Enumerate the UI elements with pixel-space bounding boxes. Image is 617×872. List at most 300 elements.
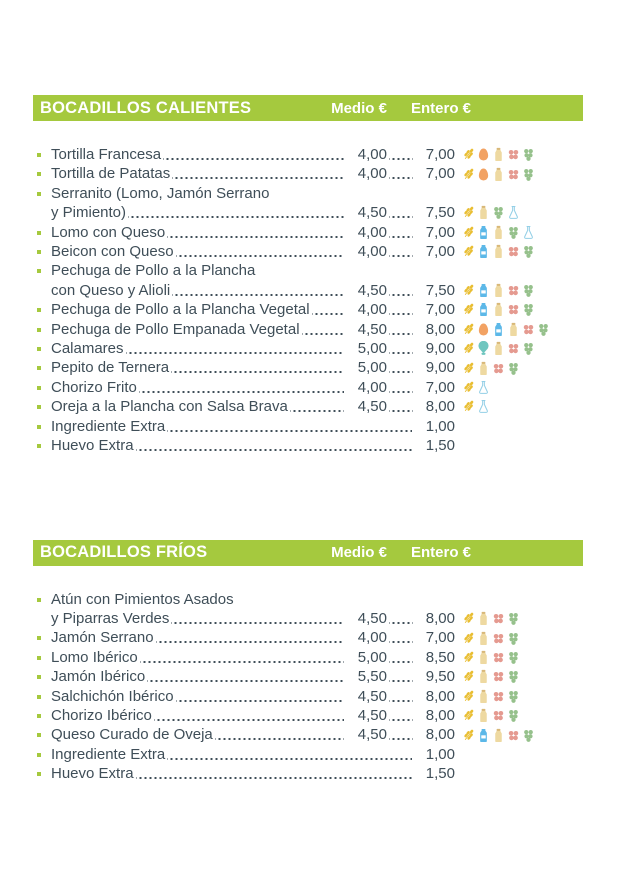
- dotted-leader-mid: [389, 358, 413, 377]
- item-name: Huevo Extra: [51, 765, 134, 783]
- dotted-leader-mid: [389, 648, 413, 667]
- dotted-leader: [163, 145, 344, 164]
- menu-item-body: [51, 667, 583, 686]
- bullet-icon: [37, 250, 41, 254]
- sauce-bottle-icon: [492, 302, 505, 317]
- milk-bottle-icon: [477, 728, 490, 743]
- price-line: [51, 339, 583, 358]
- egg-icon: [477, 167, 490, 182]
- item-name: Oreja a la Plancha con Salsa Brava: [51, 398, 288, 416]
- price-line: [51, 320, 583, 339]
- dotted-leader-mid: [389, 145, 413, 164]
- dotted-leader: [167, 223, 344, 242]
- price-entero: 7,00: [425, 378, 455, 396]
- dotted-leader: [136, 436, 412, 455]
- menu-item-row: [33, 320, 583, 339]
- bullet-icon: [37, 172, 41, 176]
- allergen-icons: [455, 745, 583, 764]
- item-name: Jamón Serrano: [51, 629, 154, 647]
- allergen-icons: [455, 648, 583, 667]
- menu-item-body: [51, 300, 583, 319]
- menu-item-body: [51, 378, 583, 397]
- price-medio: 4,50: [357, 609, 387, 627]
- nuts-icon: [507, 283, 520, 298]
- item-name: Chorizo Ibérico: [51, 706, 152, 724]
- menu-item-body: [51, 242, 583, 261]
- price-entero: 7,00: [425, 165, 455, 183]
- bullet-icon: [37, 308, 41, 312]
- price-medio: 4,50: [357, 204, 387, 222]
- bullet-icon: [37, 714, 41, 718]
- menu-item-row: [33, 687, 583, 706]
- wheat-icon: [462, 302, 475, 317]
- price-medio: 4,00: [357, 301, 387, 319]
- wheat-icon: [462, 205, 475, 220]
- sauce-bottle-icon: [492, 341, 505, 356]
- allergen-icons: [455, 300, 583, 319]
- allergen-icons: [455, 339, 583, 358]
- menu-content: [33, 95, 583, 784]
- sauce-bottle-icon: [492, 167, 505, 182]
- bullet-icon: [37, 656, 41, 660]
- bullet-icon: [37, 328, 41, 332]
- menu-item-body: [51, 687, 583, 706]
- dotted-leader-mid: [389, 725, 413, 744]
- item-name-line-1: Pechuga de Pollo a la Plancha: [51, 262, 256, 280]
- menu-item-row: [33, 745, 583, 764]
- allergen-icons: [455, 242, 583, 261]
- item-name: Queso Curado de Oveja: [51, 726, 213, 744]
- bullet-icon: [37, 753, 41, 757]
- nuts-icon: [507, 167, 520, 182]
- menu-item-list: [33, 590, 583, 784]
- bullet-icon: [37, 598, 41, 602]
- menu-item-body: [51, 339, 583, 358]
- item-name: Chorizo Frito: [51, 378, 137, 396]
- nuts-icon: [507, 244, 520, 259]
- price-line: [51, 725, 583, 744]
- dotted-leader-mid: [389, 706, 413, 725]
- price-line: [51, 164, 583, 183]
- price-entero: 7,00: [425, 243, 455, 261]
- column-header-entero: Entero €: [410, 544, 471, 561]
- wheat-icon: [462, 631, 475, 646]
- dotted-leader-mid: [389, 242, 413, 261]
- price-entero: 1,50: [425, 437, 455, 455]
- wheat-icon: [462, 283, 475, 298]
- dotted-leader: [167, 745, 412, 764]
- wheat-icon: [462, 322, 475, 337]
- sprout-icon: [507, 689, 520, 704]
- dotted-leader: [156, 628, 344, 647]
- price-medio: 4,50: [357, 281, 387, 299]
- allergen-icons: [455, 203, 583, 222]
- sprout-icon: [507, 708, 520, 723]
- item-name: Ingrediente Extra: [51, 745, 166, 763]
- price-line: [51, 281, 583, 300]
- sauce-bottle-icon: [477, 611, 490, 626]
- wheat-icon: [462, 341, 475, 356]
- section-title: BOCADILLOS CALIENTES: [40, 98, 252, 117]
- item-name: Tortilla Francesa: [51, 146, 162, 163]
- bullet-icon: [37, 772, 41, 776]
- dotted-leader: [172, 164, 344, 183]
- item-name: Pechuga de Pollo Empanada Vegetal: [51, 320, 300, 338]
- price-entero: 9,00: [425, 359, 455, 377]
- price-medio: 4,00: [357, 165, 387, 183]
- wheat-icon: [462, 611, 475, 626]
- dotted-leader: [312, 300, 344, 319]
- price-line: [51, 358, 583, 377]
- item-name: y Piparras Verdes: [51, 609, 170, 627]
- dotted-leader-mid: [389, 320, 413, 339]
- price-medio: 4,50: [357, 320, 387, 338]
- milk-bottle-icon: [477, 244, 490, 259]
- shell-icon: [477, 341, 490, 356]
- price-line: [51, 706, 583, 725]
- item-name: Huevo Extra: [51, 437, 134, 455]
- dotted-leader-mid: [389, 397, 413, 416]
- section-title: BOCADILLOS FRÍOS: [40, 543, 208, 561]
- item-name: con Queso y Alioli: [51, 281, 171, 299]
- dotted-leader: [302, 320, 344, 339]
- menu-item-body: [51, 417, 583, 436]
- bullet-icon: [37, 386, 41, 390]
- sauce-bottle-icon: [507, 322, 520, 337]
- nuts-icon: [492, 708, 505, 723]
- dotted-leader: [171, 609, 344, 628]
- menu-item-row: [33, 242, 583, 261]
- price-entero: 7,50: [425, 204, 455, 222]
- price-entero: 7,00: [425, 146, 455, 163]
- sprout-icon: [507, 611, 520, 626]
- menu-item-row: [33, 764, 583, 783]
- bullet-icon: [37, 347, 41, 351]
- column-header-medio: Medio €: [331, 544, 387, 561]
- price-entero: 9,00: [425, 340, 455, 358]
- price-entero: 7,00: [425, 223, 455, 241]
- price-entero: 1,00: [425, 417, 455, 435]
- price-entero: 1,50: [425, 765, 455, 783]
- item-name: Pechuga de Pollo a la Plancha Vegetal: [51, 301, 310, 319]
- allergen-icons: [455, 397, 583, 416]
- dotted-leader-mid: [389, 687, 413, 706]
- menu-item-row: [33, 358, 583, 377]
- menu-item-body: [51, 648, 583, 667]
- sprout-icon: [522, 341, 535, 356]
- menu-item-body: [51, 628, 583, 647]
- menu-item-row: [33, 397, 583, 416]
- dotted-leader-mid: [389, 667, 413, 686]
- menu-item-body: [51, 706, 583, 725]
- dotted-leader: [171, 358, 344, 377]
- bullet-icon: [37, 733, 41, 737]
- nuts-icon: [492, 650, 505, 665]
- sprout-icon: [522, 283, 535, 298]
- sprout-icon: [522, 147, 535, 162]
- bullet-icon: [37, 636, 41, 640]
- dotted-leader: [176, 242, 344, 261]
- egg-icon: [477, 147, 490, 162]
- menu-item-body: [51, 358, 583, 377]
- menu-item-row: [33, 706, 583, 725]
- dotted-leader: [290, 397, 344, 416]
- price-medio: 5,00: [357, 359, 387, 377]
- nuts-icon: [507, 728, 520, 743]
- price-entero: 1,00: [425, 745, 455, 763]
- price-line: [51, 378, 583, 397]
- milk-bottle-icon: [477, 302, 490, 317]
- nuts-icon: [522, 322, 535, 337]
- sauce-bottle-icon: [477, 669, 490, 684]
- menu-item-row: [33, 300, 583, 319]
- sprout-icon: [522, 728, 535, 743]
- allergen-icons: [455, 320, 583, 339]
- price-line: [51, 436, 583, 455]
- price-line: [51, 648, 583, 667]
- nuts-icon: [492, 689, 505, 704]
- menu-item-body: [51, 590, 583, 629]
- menu-item-row: [33, 164, 583, 183]
- wheat-icon: [462, 669, 475, 684]
- sprout-icon: [537, 322, 550, 337]
- price-line: [51, 397, 583, 416]
- wheat-icon: [462, 225, 475, 240]
- menu-item-row: [33, 628, 583, 647]
- bullet-icon: [37, 425, 41, 429]
- price-entero: 7,50: [425, 281, 455, 299]
- sauce-bottle-icon: [492, 244, 505, 259]
- sauce-bottle-icon: [477, 689, 490, 704]
- menu-item-row: [33, 339, 583, 358]
- menu-item-row: [33, 667, 583, 686]
- nuts-icon: [492, 361, 505, 376]
- price-entero: 8,00: [425, 706, 455, 724]
- item-name-line-1: Serranito (Lomo, Jamón Serrano: [51, 184, 270, 202]
- price-medio: 4,50: [357, 726, 387, 744]
- nuts-icon: [492, 611, 505, 626]
- item-name: Pepito de Ternera: [51, 359, 170, 377]
- allergen-icons: [455, 628, 583, 647]
- price-line: [51, 300, 583, 319]
- dotted-leader: [172, 281, 344, 300]
- allergen-icons: [455, 667, 583, 686]
- bullet-icon: [37, 405, 41, 409]
- sauce-bottle-icon: [492, 225, 505, 240]
- column-header-medio: Medio €: [331, 99, 387, 117]
- nuts-icon: [507, 341, 520, 356]
- sauce-bottle-icon: [477, 361, 490, 376]
- allergen-icons: [455, 145, 583, 164]
- nuts-icon: [507, 147, 520, 162]
- allergen-icons: [455, 725, 583, 744]
- price-entero: 8,50: [425, 648, 455, 666]
- bullet-icon: [37, 231, 41, 235]
- sauce-bottle-icon: [477, 650, 490, 665]
- menu-item-row: [33, 725, 583, 744]
- bullet-icon: [37, 675, 41, 679]
- sprout-icon: [507, 225, 520, 240]
- price-line: [51, 203, 583, 222]
- dotted-leader: [147, 667, 344, 686]
- flask-icon: [522, 225, 535, 240]
- sauce-bottle-icon: [492, 147, 505, 162]
- menu-item-row: [33, 590, 583, 629]
- dotted-leader: [128, 203, 344, 222]
- menu-item-row: [33, 261, 583, 300]
- allergen-icons: [455, 223, 583, 242]
- flask-icon: [477, 380, 490, 395]
- dotted-leader: [154, 706, 344, 725]
- allergen-icons: [455, 706, 583, 725]
- menu-item-row: [33, 648, 583, 667]
- price-medio: 4,50: [357, 687, 387, 705]
- bullet-icon: [37, 192, 41, 196]
- dotted-leader-mid: [389, 223, 413, 242]
- allergen-icons: [455, 417, 583, 436]
- flask-icon: [507, 205, 520, 220]
- egg-icon: [477, 322, 490, 337]
- sprout-icon: [522, 167, 535, 182]
- column-header-entero: Entero €: [410, 99, 471, 117]
- price-line: [51, 223, 583, 242]
- allergen-icons: [455, 358, 583, 377]
- allergen-icons: [455, 281, 583, 300]
- dotted-leader-mid: [389, 300, 413, 319]
- milk-bottle-icon: [477, 283, 490, 298]
- dotted-leader: [126, 339, 344, 358]
- dotted-leader-mid: [389, 164, 413, 183]
- menu-item-row: [33, 378, 583, 397]
- bullet-icon: [37, 366, 41, 370]
- dotted-leader-mid: [389, 281, 413, 300]
- item-name: Ingrediente Extra: [51, 417, 166, 435]
- sauce-bottle-icon: [492, 283, 505, 298]
- price-entero: 8,00: [425, 398, 455, 416]
- section-header-bar: [33, 540, 583, 566]
- item-name: Jamón Ibérico: [51, 668, 146, 686]
- menu-item-body: [51, 145, 583, 164]
- item-name: Tortilla de Patatas: [51, 165, 171, 183]
- price-line: [51, 145, 583, 164]
- flask-icon: [477, 399, 490, 414]
- sprout-icon: [507, 650, 520, 665]
- price-entero: 8,00: [425, 687, 455, 705]
- price-entero: 7,00: [425, 301, 455, 319]
- price-entero: 9,50: [425, 668, 455, 686]
- price-line: [51, 745, 583, 764]
- price-entero: 8,00: [425, 726, 455, 744]
- price-medio: 5,00: [357, 648, 387, 666]
- sprout-icon: [522, 244, 535, 259]
- sprout-icon: [522, 302, 535, 317]
- sauce-bottle-icon: [477, 708, 490, 723]
- wheat-icon: [462, 244, 475, 259]
- nuts-icon: [492, 669, 505, 684]
- bullet-icon: [37, 695, 41, 699]
- menu-item-body: [51, 184, 583, 223]
- nuts-icon: [492, 631, 505, 646]
- dotted-leader-mid: [389, 628, 413, 647]
- sauce-bottle-icon: [477, 205, 490, 220]
- dotted-leader-mid: [389, 339, 413, 358]
- item-name: Lomo con Queso: [51, 223, 166, 241]
- menu-item-row: [33, 417, 583, 436]
- price-medio: 5,00: [357, 340, 387, 358]
- dotted-leader-mid: [389, 378, 413, 397]
- price-line: [51, 417, 583, 436]
- sprout-icon: [492, 205, 505, 220]
- allergen-icons: [455, 764, 583, 783]
- sprout-icon: [507, 669, 520, 684]
- wheat-icon: [462, 689, 475, 704]
- menu-item-row: [33, 145, 583, 164]
- menu-item-list: [33, 145, 583, 456]
- milk-bottle-icon: [477, 225, 490, 240]
- menu-item-body: [51, 261, 583, 300]
- dotted-leader: [139, 378, 344, 397]
- dotted-leader: [215, 725, 344, 744]
- wheat-icon: [462, 399, 475, 414]
- price-line: [51, 242, 583, 261]
- price-medio: 4,00: [357, 629, 387, 647]
- menu-item-body: [51, 320, 583, 339]
- bullet-icon: [37, 269, 41, 273]
- dotted-leader-mid: [389, 203, 413, 222]
- bullet-icon: [37, 153, 41, 157]
- allergen-icons: [455, 609, 583, 628]
- price-line: [51, 667, 583, 686]
- price-medio: 4,00: [357, 243, 387, 261]
- menu-item-body: [51, 764, 583, 783]
- menu-item-row: [33, 436, 583, 455]
- price-entero: 7,00: [425, 629, 455, 647]
- price-medio: 4,50: [357, 398, 387, 416]
- wheat-icon: [462, 708, 475, 723]
- dotted-leader: [140, 648, 344, 667]
- wheat-icon: [462, 650, 475, 665]
- dotted-leader: [167, 417, 412, 436]
- price-medio: 4,00: [357, 223, 387, 241]
- wheat-icon: [462, 728, 475, 743]
- sprout-icon: [507, 631, 520, 646]
- item-name: y Pimiento): [51, 204, 127, 222]
- price-entero: 8,00: [425, 609, 455, 627]
- menu-item-body: [51, 725, 583, 744]
- section-header-bar: [33, 95, 583, 121]
- price-entero: 8,00: [425, 320, 455, 338]
- wheat-icon: [462, 361, 475, 376]
- menu-item-body: [51, 745, 583, 764]
- menu-item-body: [51, 164, 583, 183]
- menu-item-row: [33, 223, 583, 242]
- wheat-icon: [462, 380, 475, 395]
- price-medio: 4,00: [357, 146, 387, 163]
- dotted-leader-mid: [389, 609, 413, 628]
- sprout-icon: [507, 361, 520, 376]
- item-name: Beicon con Queso: [51, 243, 174, 261]
- menu-item-row: [33, 184, 583, 223]
- bullet-icon: [37, 444, 41, 448]
- wheat-icon: [462, 147, 475, 162]
- dotted-leader: [176, 687, 344, 706]
- price-line: [51, 628, 583, 647]
- price-medio: 4,00: [357, 378, 387, 396]
- price-medio: 4,50: [357, 706, 387, 724]
- item-name: Calamares: [51, 340, 124, 358]
- nuts-icon: [507, 302, 520, 317]
- item-name-line-1: Atún con Pimientos Asados: [51, 590, 234, 608]
